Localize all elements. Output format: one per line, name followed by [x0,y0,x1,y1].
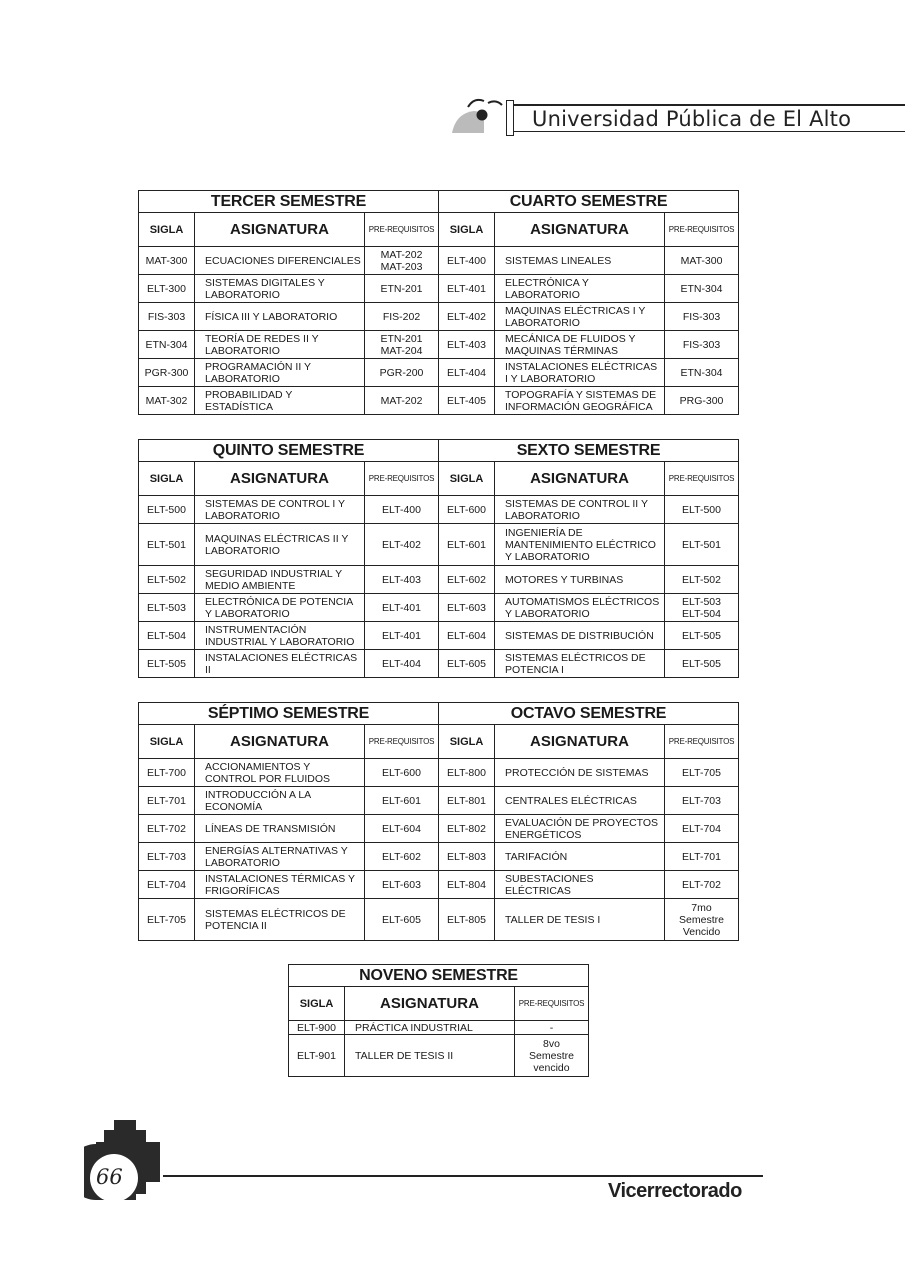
course-code: ELT-502 [139,566,195,594]
footer-rule [163,1175,763,1177]
course-name: SISTEMAS LINEALES [495,247,665,275]
course-name: ELECTRÓNICA DE POTENCIA Y LABORATORIO [195,594,365,622]
course-code: ELT-401 [439,275,495,303]
course-prerequisite: PGR-200 [365,359,439,387]
column-header-asignatura: ASIGNATURA [495,725,665,759]
course-name: TALLER DE TESIS II [345,1035,515,1077]
course-name: FÍSICA III Y LABORATORIO [195,303,365,331]
course-prerequisite: ELT-703 [665,787,739,815]
table-row [139,759,739,787]
course-prerequisite: ELT-604 [365,815,439,843]
course-name: INSTRUMENTACIÓN INDUSTRIAL Y LABORATORIO [195,622,365,650]
table-row [139,303,739,331]
course-name: MECÁNICA DE FLUIDOS Y MAQUINAS TÉRMINAS [495,331,665,359]
column-header-prerequisitos: PRE-REQUISITOS [365,462,439,496]
course-code: ELT-800 [439,759,495,787]
table-row [139,650,739,678]
course-name: ACCIONAMIENTOS Y CONTROL POR FLUIDOS [195,759,365,787]
course-prerequisite: ELT-602 [365,843,439,871]
course-name: SISTEMAS DIGITALES Y LABORATORIO [195,275,365,303]
course-code: FIS-303 [139,303,195,331]
course-prerequisite: ELT-401 [365,622,439,650]
course-prerequisite: ELT-503 ELT-504 [665,594,739,622]
table-row [289,1021,589,1035]
course-code: ELT-504 [139,622,195,650]
column-header-prerequisitos: PRE-REQUISITOS [365,725,439,759]
semester-title: SEXTO SEMESTRE [439,440,739,462]
course-name: INSTALACIONES TÉRMICAS Y FRIGORÍFICAS [195,871,365,899]
column-header-asignatura: ASIGNATURA [495,213,665,247]
course-prerequisite: FIS-202 [365,303,439,331]
course-code: ELT-600 [439,496,495,524]
table-row [289,1035,589,1077]
course-code: ELT-802 [439,815,495,843]
course-name: PRÁCTICA INDUSTRIAL [345,1021,515,1035]
semester-title: OCTAVO SEMESTRE [439,703,739,725]
course-code: ELT-505 [139,650,195,678]
column-header-prerequisitos: PRE-REQUISITOS [665,462,739,496]
course-code: ELT-400 [439,247,495,275]
course-prerequisite: ELT-705 [665,759,739,787]
table-row [139,247,739,275]
course-code: ELT-703 [139,843,195,871]
course-code: ELT-603 [439,594,495,622]
column-header-sigla: SIGLA [439,725,495,759]
course-name: MAQUINAS ELÉCTRICAS II Y LABORATORIO [195,524,365,566]
course-name: INSTALACIONES ELÉCTRICAS II [195,650,365,678]
column-header-sigla: SIGLA [139,462,195,496]
course-code: ELT-602 [439,566,495,594]
course-name: SEGURIDAD INDUSTRIAL Y MEDIO AMBIENTE [195,566,365,594]
course-code: ELT-605 [439,650,495,678]
course-code: PGR-300 [139,359,195,387]
course-prerequisite: ELT-500 [665,496,739,524]
course-name: TOPOGRAFÍA Y SISTEMAS DE INFORMACIÓN GEOGRÁFICA [495,387,665,415]
course-prerequisite: ELT-501 [665,524,739,566]
course-code: ETN-304 [139,331,195,359]
course-code: MAT-300 [139,247,195,275]
course-code: ELT-404 [439,359,495,387]
course-name: ECUACIONES DIFERENCIALES [195,247,365,275]
table-row [139,871,739,899]
course-code: ELT-804 [439,871,495,899]
column-header-asignatura: ASIGNATURA [345,987,515,1021]
page-number: 66 [96,1165,123,1189]
course-prerequisite: ELT-404 [365,650,439,678]
table-row [139,622,739,650]
table-row [139,359,739,387]
course-code: ELT-503 [139,594,195,622]
course-prerequisite: ELT-402 [365,524,439,566]
course-name: TALLER DE TESIS I [495,899,665,941]
course-prerequisite: ELT-702 [665,871,739,899]
table-row [139,843,739,871]
course-prerequisite: FIS-303 [665,331,739,359]
course-name: SISTEMAS ELÉCTRICOS DE POTENCIA II [195,899,365,941]
course-code: ELT-700 [139,759,195,787]
column-header-prerequisitos: PRE-REQUISITOS [365,213,439,247]
course-prerequisite: ELT-505 [665,622,739,650]
table-row [139,524,739,566]
header-rule-bottom [512,131,905,132]
course-name: AUTOMATISMOS ELÉCTRICOS Y LABORATORIO [495,594,665,622]
course-prerequisite: ELT-403 [365,566,439,594]
course-prerequisite: ELT-502 [665,566,739,594]
course-prerequisite: ELT-701 [665,843,739,871]
column-header-prerequisitos: PRE-REQUISITOS [665,213,739,247]
semester-table-5-6 [138,439,739,678]
course-prerequisite: ETN-201 MAT-204 [365,331,439,359]
course-name: MAQUINAS ELÉCTRICAS I Y LABORATORIO [495,303,665,331]
table-row [139,594,739,622]
course-prerequisite: 8vo Semestre vencido [515,1035,589,1077]
table-row [139,331,739,359]
course-prerequisite: MAT-300 [665,247,739,275]
column-header-sigla: SIGLA [139,725,195,759]
table-row [139,566,739,594]
semester-table-3-4 [138,190,739,415]
column-header-sigla: SIGLA [289,987,345,1021]
semester-title: QUINTO SEMESTRE [139,440,439,462]
course-name: SUBESTACIONES ELÉCTRICAS [495,871,665,899]
semester-title: CUARTO SEMESTRE [439,191,739,213]
course-code: ELT-702 [139,815,195,843]
column-header-prerequisitos: PRE-REQUISITOS [665,725,739,759]
course-code: ELT-704 [139,871,195,899]
course-name: PROBABILIDAD Y ESTADÍSTICA [195,387,365,415]
course-code: ELT-701 [139,787,195,815]
table-row [139,787,739,815]
header-rule-top [512,104,905,106]
course-name: MOTORES Y TURBINAS [495,566,665,594]
course-prerequisite: ELT-600 [365,759,439,787]
column-header-asignatura: ASIGNATURA [195,213,365,247]
semester-table-9 [288,964,589,1077]
column-header-asignatura: ASIGNATURA [195,462,365,496]
course-prerequisite: ELT-704 [665,815,739,843]
course-prerequisite: ELT-603 [365,871,439,899]
course-prerequisite: 7mo Semestre Vencido [665,899,739,941]
course-name: LÍNEAS DE TRANSMISIÓN [195,815,365,843]
course-prerequisite: - [515,1021,589,1035]
semester-title: SÉPTIMO SEMESTRE [139,703,439,725]
course-name: PROGRAMACIÓN II Y LABORATORIO [195,359,365,387]
course-code: ELT-803 [439,843,495,871]
course-name: PROTECCIÓN DE SISTEMAS [495,759,665,787]
semester-title: NOVENO SEMESTRE [289,965,589,987]
course-prerequisite: ETN-304 [665,275,739,303]
table-row [139,387,739,415]
course-code: ELT-705 [139,899,195,941]
table-row [139,899,739,941]
course-prerequisite: ELT-400 [365,496,439,524]
course-name: SISTEMAS ELÉCTRICOS DE POTENCIA I [495,650,665,678]
course-prerequisite: ELT-601 [365,787,439,815]
course-code: ELT-300 [139,275,195,303]
course-code: ELT-604 [439,622,495,650]
course-name: EVALUACIÓN DE PROYECTOS ENERGÉTICOS [495,815,665,843]
page-header-title: Universidad Pública de El Alto [532,107,852,131]
table-row [139,815,739,843]
course-code: MAT-302 [139,387,195,415]
header-marker [506,100,514,136]
course-code: ELT-501 [139,524,195,566]
course-name: TEORÍA DE REDES II Y LABORATORIO [195,331,365,359]
course-prerequisite: ELT-605 [365,899,439,941]
course-code: ELT-402 [439,303,495,331]
course-name: CENTRALES ELÉCTRICAS [495,787,665,815]
course-prerequisite: PRG-300 [665,387,739,415]
course-prerequisite: ETN-304 [665,359,739,387]
course-prerequisite: ELT-401 [365,594,439,622]
course-code: ELT-900 [289,1021,345,1035]
column-header-asignatura: ASIGNATURA [195,725,365,759]
vicerrectorado-logo: Vicerrectorado [608,1180,742,1202]
course-prerequisite: ELT-505 [665,650,739,678]
course-name: SISTEMAS DE CONTROL II Y LABORATORIO [495,496,665,524]
column-header-sigla: SIGLA [439,462,495,496]
course-prerequisite: FIS-303 [665,303,739,331]
course-name: INGENIERÍA DE MANTENIMIENTO ELÉCTRICO Y LABORATORIO [495,524,665,566]
course-code: ELT-601 [439,524,495,566]
column-header-asignatura: ASIGNATURA [495,462,665,496]
table-row [139,275,739,303]
course-name: TARIFACIÓN [495,843,665,871]
course-name: SISTEMAS DE CONTROL I Y LABORATORIO [195,496,365,524]
course-name: ELECTRÓNICA Y LABORATORIO [495,275,665,303]
course-code: ELT-801 [439,787,495,815]
semester-title: TERCER SEMESTRE [139,191,439,213]
table-row [139,496,739,524]
course-name: INSTALACIONES ELÉCTRICAS I Y LABORATORIO [495,359,665,387]
column-header-sigla: SIGLA [439,213,495,247]
column-header-prerequisitos: PRE-REQUISITOS [515,987,589,1021]
course-name: SISTEMAS DE DISTRIBUCIÓN [495,622,665,650]
column-header-sigla: SIGLA [139,213,195,247]
course-code: ELT-901 [289,1035,345,1077]
course-name: ENERGÍAS ALTERNATIVAS Y LABORATORIO [195,843,365,871]
course-code: ELT-403 [439,331,495,359]
course-prerequisite: MAT-202 MAT-203 [365,247,439,275]
semester-table-7-8 [138,702,739,941]
course-code: ELT-405 [439,387,495,415]
course-name: INTRODUCCIÓN A LA ECONOMÍA [195,787,365,815]
course-code: ELT-500 [139,496,195,524]
course-prerequisite: MAT-202 [365,387,439,415]
course-prerequisite: ETN-201 [365,275,439,303]
course-code: ELT-805 [439,899,495,941]
